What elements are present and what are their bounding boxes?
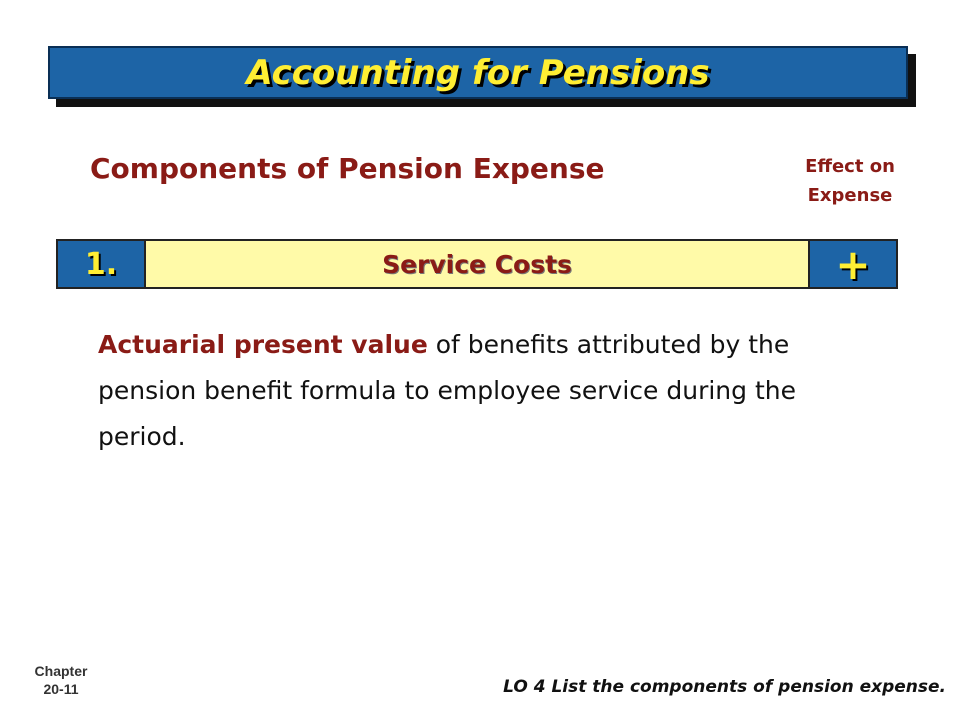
component-label: Service Costs [146,241,808,287]
chapter-label [20,662,102,698]
slide-title: Accounting for Pensions [246,52,710,93]
definition-paragraph [98,322,878,460]
effect-header-line1: Effect on [805,156,895,177]
chapter-number: 20-11 [43,681,79,697]
effect-header-line2: Expense [807,185,893,206]
definition-text: of benefits attributed by the pension benefit formula to employee service during the period. [98,330,796,451]
component-number: 1. [58,241,146,287]
component-row [56,239,898,289]
component-effect-sign: + [808,241,896,287]
chapter-label-text: Chapter [34,663,88,679]
title-banner [48,46,908,99]
effect-on-expense-header [780,152,920,210]
learning-objective: LO 4 List the components of pension expense. [503,677,946,697]
definition-term: Actuarial present value [98,330,428,359]
slide-subtitle: Components of Pension Expense [90,152,605,185]
